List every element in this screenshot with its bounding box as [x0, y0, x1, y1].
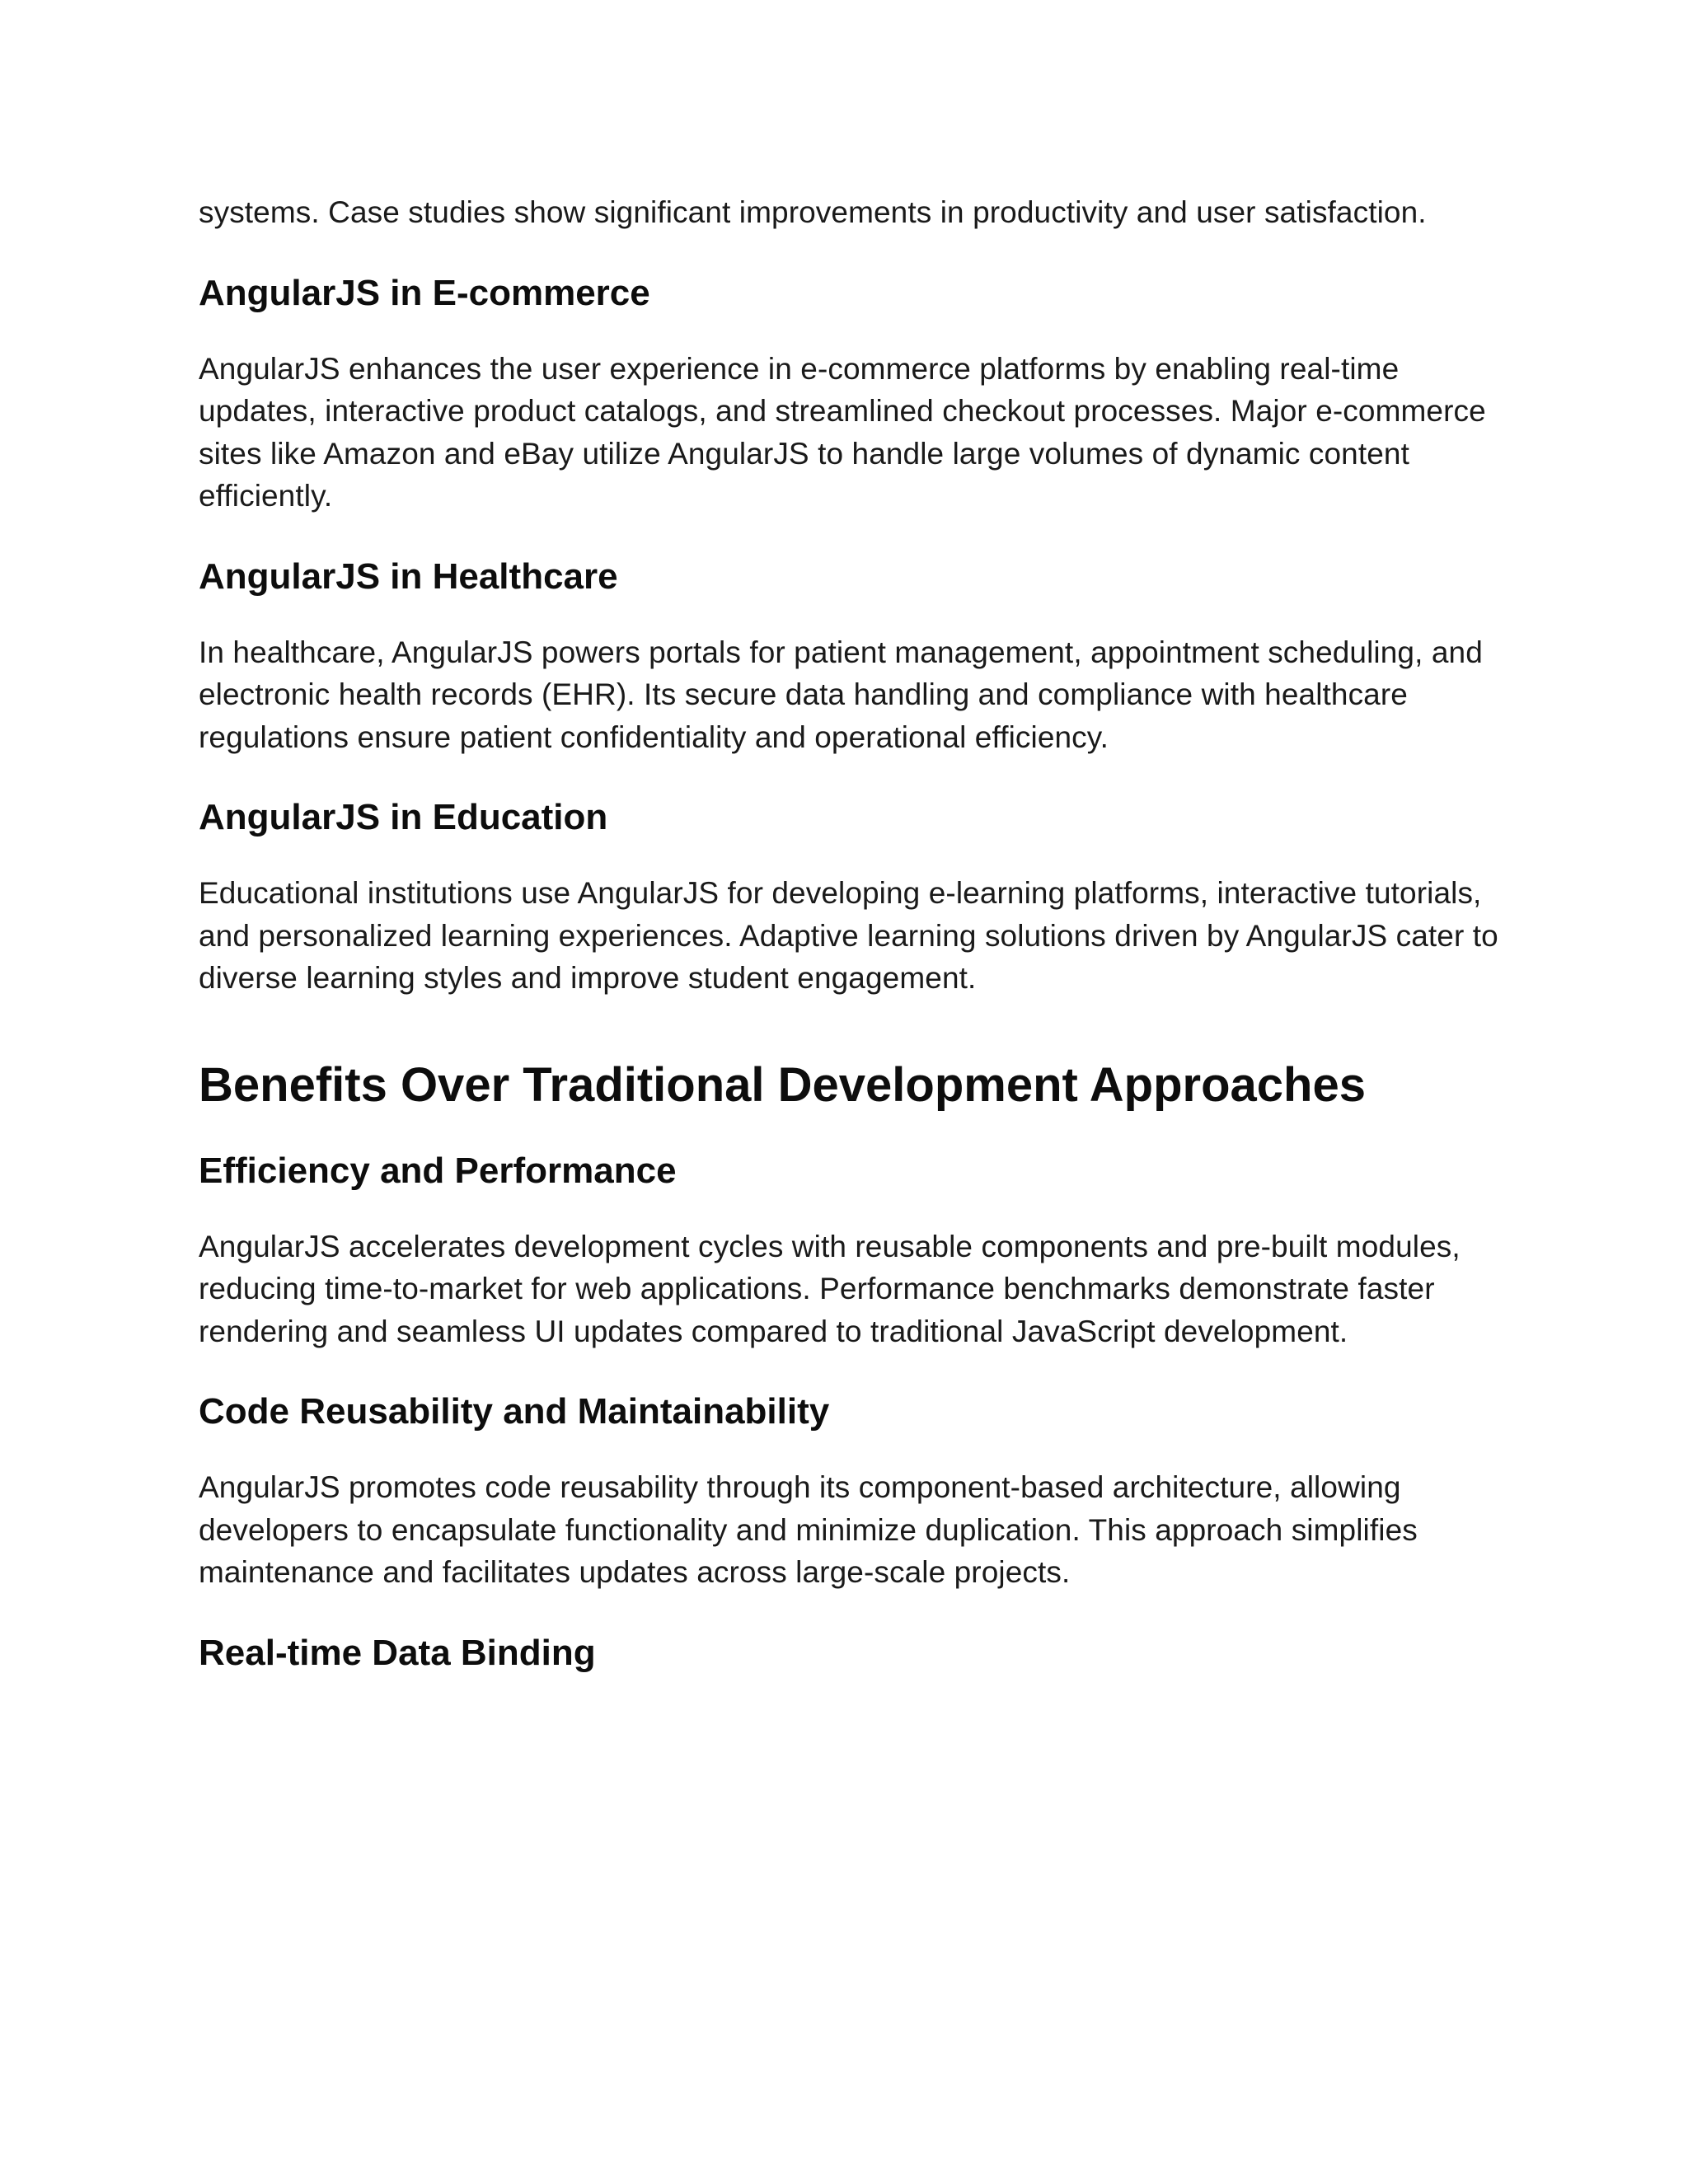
section-paragraph-ecommerce: AngularJS enhances the user experience in e-commerce platforms by enabling real-time updates, interactive product catalogs, and streamlined checkout processes. Major e-commerce sites like Amazon and eBay utilize AngularJS to handle large volumes of dynamic content efficiently. [199, 351, 1486, 513]
section-heading-education: AngularJS in Education [199, 797, 608, 837]
document-page [199, 191, 1517, 1676]
benefit-paragraph-efficiency: AngularJS accelerates development cycles with reusable components and pre-built modules, reducing time-to-market for web applications. Performance benchmarks demonstrate faster rendering and seamless UI updates compared to traditional JavaScript development. [199, 1229, 1461, 1348]
section-paragraph-education: Educational institutions use AngularJS for developing e-learning platforms, interactive tutorials, and personalized learning experiences. Adaptive learning solutions driven by AngularJS cater to diverse learning styles and improve student engagement. [199, 876, 1498, 995]
section-paragraph-healthcare: In healthcare, AngularJS powers portals for patient management, appointment scheduling, and electronic health records (EHR). Its secure data handling and compliance with healthcare regulations ensure patient confidentiality and operational efficiency. [199, 635, 1483, 754]
main-heading-benefits: Benefits Over Traditional Development Approaches [199, 1057, 1366, 1112]
benefit-heading-data-binding: Real-time Data Binding [199, 1632, 596, 1673]
section-heading-healthcare: AngularJS in Healthcare [199, 555, 618, 597]
benefit-paragraph-reusability: AngularJS promotes code reusability through its component-based architecture, allowing developers to encapsulate functionality and minimize duplication. This approach simplifies maintenance and facilitates updates across large-scale projects. [199, 1470, 1418, 1589]
benefit-heading-reusability: Code Reusability and Maintainability [199, 1391, 830, 1432]
benefit-heading-efficiency: Efficiency and Performance [199, 1150, 677, 1191]
section-heading-ecommerce: AngularJS in E-commerce [199, 272, 650, 313]
intro-paragraph: systems. Case studies show significant improvements in productivity and user satisfaction. [199, 195, 1427, 229]
